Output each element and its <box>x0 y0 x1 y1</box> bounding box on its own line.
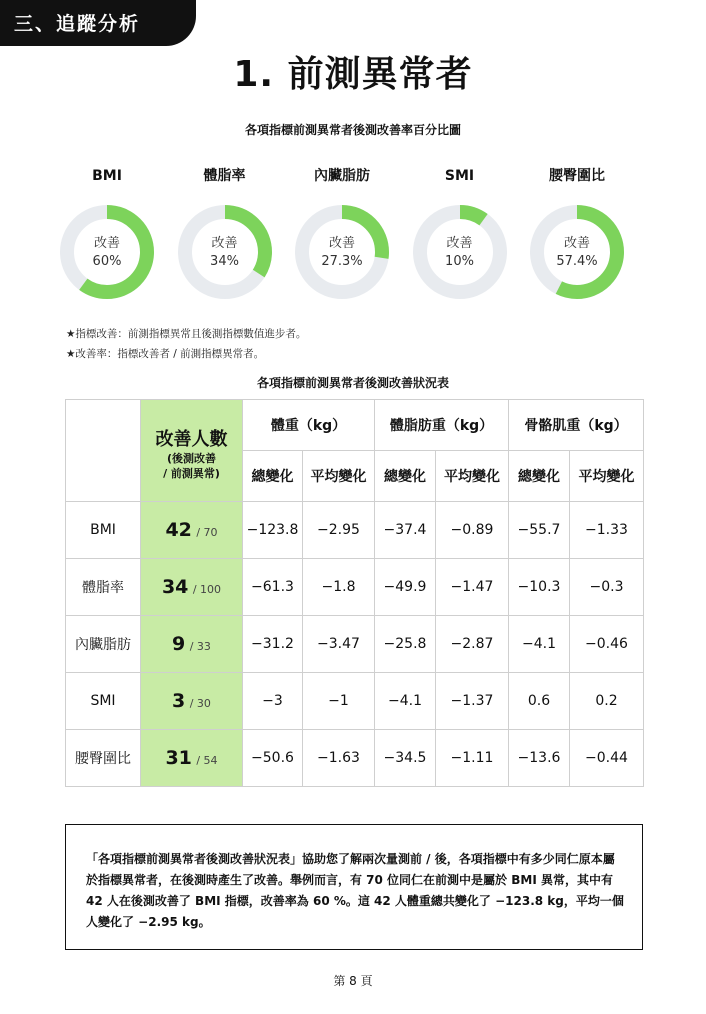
donut-center-label: 改善 <box>446 236 473 251</box>
row-indicator-label: 內臟脂肪 <box>66 616 141 673</box>
improvement-table <box>65 399 644 787</box>
abnormal-total: / 70 <box>196 526 218 539</box>
chart-title: 各項指標前測異常者後測改善率百分比圖 <box>244 123 461 137</box>
value-cell: −61.3 <box>243 559 303 616</box>
table-body <box>66 502 644 787</box>
donut-value-label: 27.3% <box>321 254 363 269</box>
value-cell: −55.7 <box>509 502 570 559</box>
donut-center-label: 改善 <box>328 236 355 251</box>
improved-count: 42 <box>165 519 192 541</box>
improved-count: 9 <box>172 633 186 655</box>
value-cell: −31.2 <box>243 616 303 673</box>
value-cell: −25.8 <box>375 616 436 673</box>
table-title: 各項指標前測異常者後測改善狀況表 <box>256 376 449 390</box>
value-cell: −13.6 <box>509 730 570 787</box>
donut-chart-item <box>408 166 512 300</box>
donut-center-text <box>525 235 629 271</box>
donut-center-label: 改善 <box>563 236 590 251</box>
group-header-body-fat-mass: 體脂肪重（kg） <box>375 400 509 451</box>
improve-count-header-label: 改善人數 <box>155 428 228 450</box>
table-row <box>66 502 644 559</box>
value-cell: −37.4 <box>375 502 436 559</box>
value-cell: −1 <box>303 673 375 730</box>
value-cell: −3.47 <box>303 616 375 673</box>
value-cell: −0.46 <box>570 616 644 673</box>
donut-chart-row <box>55 166 655 306</box>
donut-category-label: 內臟脂肪 <box>314 168 370 184</box>
note-improvement-rate-definition: ★改善率：指標改善者 / 前測指標異常者。 <box>66 348 265 360</box>
value-cell: −34.5 <box>375 730 436 787</box>
summary-box <box>65 824 643 950</box>
improve-count-cell <box>141 616 243 673</box>
donut-chart-item <box>290 166 394 300</box>
improve-count-header-sub2: / 前測異常) <box>163 466 220 480</box>
value-cell: −0.89 <box>436 502 509 559</box>
abnormal-total: / 30 <box>189 697 211 710</box>
value-cell: −4.1 <box>375 673 436 730</box>
page-title: 1. 前測異常者 <box>233 54 473 95</box>
value-cell: −2.87 <box>436 616 509 673</box>
subheader-total-change: 總變化 <box>375 451 436 502</box>
value-cell: −1.37 <box>436 673 509 730</box>
table-row <box>66 616 644 673</box>
section-tab: 三、追蹤分析 <box>0 0 196 46</box>
table-corner-cell <box>66 400 141 502</box>
subheader-average-change: 平均變化 <box>436 451 509 502</box>
donut-value-label: 60% <box>92 254 122 269</box>
abnormal-total: / 100 <box>192 583 222 596</box>
donut-category-label: 體脂率 <box>203 168 246 184</box>
value-cell: −3 <box>243 673 303 730</box>
value-cell: −0.44 <box>570 730 644 787</box>
improve-count-cell <box>141 502 243 559</box>
page-number: 第 8 頁 <box>333 974 373 988</box>
donut-value-label: 57.4% <box>556 254 598 269</box>
donut-category-label: 腰臀圍比 <box>549 168 605 184</box>
note-improvement-definition: ★指標改善：前測指標異常且後測指標數值進步者。 <box>66 328 307 340</box>
donut-value-label: 34% <box>210 254 239 269</box>
table-row <box>66 559 644 616</box>
subheader-average-change: 平均變化 <box>303 451 375 502</box>
donut-value-label: 10% <box>445 254 474 269</box>
value-cell: −1.47 <box>436 559 509 616</box>
value-cell: −49.9 <box>375 559 436 616</box>
value-cell: −1.11 <box>436 730 509 787</box>
subheader-total-change: 總變化 <box>243 451 303 502</box>
group-header-weight: 體重（kg） <box>243 400 375 451</box>
improve-count-cell <box>141 559 243 616</box>
donut-category-label: BMI <box>92 168 122 184</box>
donut-chart-item <box>55 166 159 300</box>
donut-center-label: 改善 <box>93 236 120 251</box>
value-cell: −123.8 <box>243 502 303 559</box>
donut-chart-item <box>173 166 277 300</box>
improved-count: 3 <box>172 690 186 712</box>
donut-center-text <box>408 235 512 271</box>
donut-center-text <box>173 235 277 271</box>
table-row <box>66 730 644 787</box>
abnormal-total: / 54 <box>196 754 218 767</box>
abnormal-total: / 33 <box>189 640 211 653</box>
donut-chart-item <box>525 166 629 300</box>
value-cell: −4.1 <box>509 616 570 673</box>
row-indicator-label: 腰臀圍比 <box>66 730 141 787</box>
improved-count: 34 <box>161 576 189 598</box>
value-cell: 0.2 <box>570 673 644 730</box>
subheader-average-change: 平均變化 <box>570 451 644 502</box>
donut-center-label: 改善 <box>211 236 238 251</box>
improve-count-header-sub1: (後測改善 <box>166 451 217 465</box>
value-cell: −2.95 <box>303 502 375 559</box>
value-cell: −1.8 <box>303 559 375 616</box>
row-indicator-label: 體脂率 <box>66 559 141 616</box>
improved-count: 31 <box>165 747 192 769</box>
donut-center-text <box>290 235 394 271</box>
donut-center-text <box>55 235 159 271</box>
improve-count-cell <box>141 730 243 787</box>
summary-text: 「各項指標前測異常者後測改善狀況表」協助您了解兩次量測前 / 後，各項指標中有多少同仁原本屬於指標異常者，在後測時產生了改善。舉例而言，有 70 位同仁在前測中是屬於 BMI 異常，其中有 42 人在後測改善了 BMI 指標，改善率為 60 %。這 42 人體重總共變化了 −123.8 kg，平均一個人變化了 −2.95 kg。 <box>86 852 624 929</box>
value-cell: −1.33 <box>570 502 644 559</box>
value-cell: −50.6 <box>243 730 303 787</box>
subheader-total-change: 總變化 <box>509 451 570 502</box>
donut-category-label: SMI <box>444 168 475 184</box>
value-cell: −10.3 <box>509 559 570 616</box>
improve-count-cell <box>141 673 243 730</box>
value-cell: −0.3 <box>570 559 644 616</box>
value-cell: −1.63 <box>303 730 375 787</box>
table-row <box>66 673 644 730</box>
improve-count-header <box>141 400 243 502</box>
row-indicator-label: BMI <box>66 502 141 559</box>
row-indicator-label: SMI <box>66 673 141 730</box>
value-cell: 0.6 <box>509 673 570 730</box>
group-header-skeletal-muscle: 骨骼肌重（kg） <box>509 400 644 451</box>
